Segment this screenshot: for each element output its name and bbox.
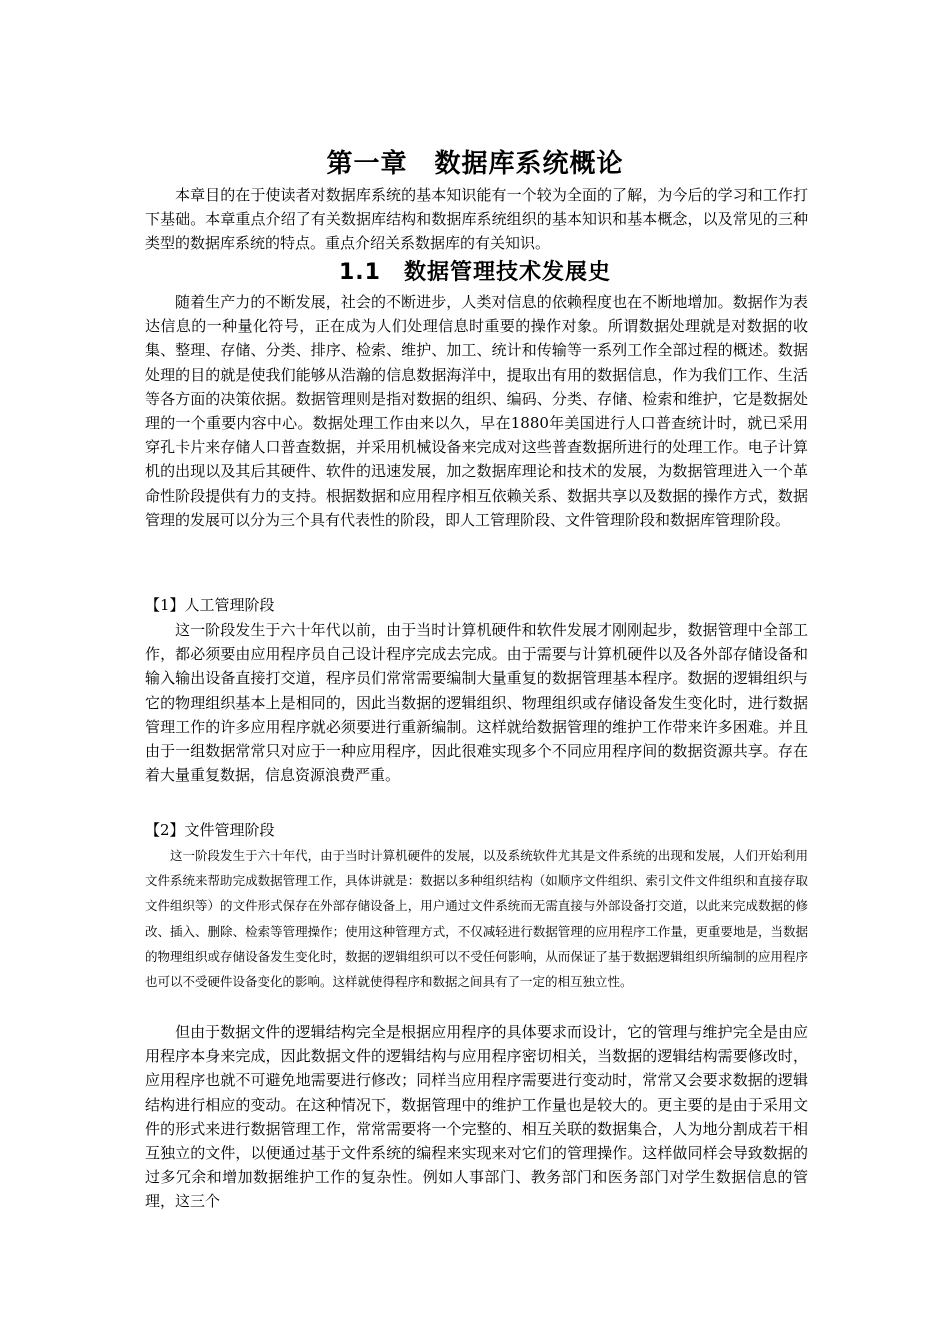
intro-paragraph: 本章目的在于使读者对数据库系统的基本知识能有一个较为全面的了解，为今后的学习和工作打下基础。本章重点介绍了有关数据库结构和数据库系统组织的基本知识和基本概念，以及常见的三种类型的数据库系统的特点。重点介绍关系数据库的有关知识。 [145,186,808,253]
stage2-paragraph: 这一阶段发生于六十年代，由于当时计算机硬件的发展，以及系统软件尤其是文件系统的出现和发展，人们开始利用文件系统来帮助完成数据管理工作，具体讲就是：数据以多种组织结构（如顺序文件组织、索引文件文件组织和直接存取文件组织等）的文件形式保存在外部存储设备上，用户通过文件系统而无需直接与外部设备打交道，以此来完成数据的修改、插入、删除、检索等管理操作；使用这种管理方式，不仅减轻进行数据管理的应用程序工作量，更重要地是，当数据的物理组织或存储设备发生变化时，数据的逻辑组织可以不受任何影响，从而保证了基于数据逻辑组织所编制的应用程序也可以不受硬件设备变化的影响。这样就使得程序和数据之间具有了一定的相互独立性。 [145,848,808,990]
stage1-paragraph: 这一阶段发生于六十年代以前，由于当时计算机硬件和软件发展才刚刚起步，数据管理中全部工作，都必须要由应用程序员自己设计程序完成去完成。由于需要与计算机硬件以及各外部存储设备和输入输出设备直接打交道，程序员们常常需要编制大量重复的数据管理基本程序。数据的逻辑组织与它的物理组织基本上是相同的，因此当数据的逻辑组织、物理组织或存储设备发生变化时，进行数据管理工作的许多应用程序就必须要进行重新编制。这样就给数据管理的维护工作带来许多困难。并且由于一组数据常常只对应于一种应用程序，因此很难实现多个不同应用程序间的数据资源共享。存在着大量重复数据，信息资源浪费严重。 [145,621,808,785]
section-paragraph: 随着生产力的不断发展，社会的不断进步，人类对信息的依赖程度也在不断地增加。数据作为表达信息的一种量化符号，正在成为人们处理信息时重要的操作对象。所谓数据处理就是对数据的收集、整理、存储、分类、排序、检索、维护、加工、统计和传输等一系列工作全部过程的概述。数据处理的目的就是使我们能够从浩瀚的信息数据海洋中，提取出有用的数据信息，作为我们工作、生活等各方面的决策依据。数据管理则是指对数据的组织、编码、分类、存储、检索和维护，它是数据处理的一个重要内容中心。数据处理工作由来以久，早在1880年美国进行人口普查统计时，就已采用穿孔卡片来存储人口普查数据，并采用机械设备来完成对这些普查数据所进行的处理工作。电子计算机的出现以及其后其硬件、软件的迅速发展，加之数据库理论和技术的发展，为数据管理进入一个革命性阶段提供有力的支持。根据数据和应用程序相互依赖关系、数据共享以及数据的操作方式，数据管理的发展可以分为三个具有代表性的阶段，即人工管理阶段、文件管理阶段和数据库管理阶段。 [145,293,808,529]
stage1-heading: 【1】人工管理阶段 [145,596,275,614]
chapter-title: 第一章 数据库系统概论 [326,149,624,179]
section-title: 1.1 数据管理技术发展史 [339,260,611,285]
stage2-paragraph-2: 但由于数据文件的逻辑结构完全是根据应用程序的具体要求而设计，它的管理与维护完全是由应用程序本身来完成，因此数据文件的逻辑结构与应用程序密切相关，当数据的逻辑结构需要修改时，应用程序也就不可避免地需要进行修改；同样当应用程序需要进行变动时，常常又会要求数据的逻辑结构进行相应的变动。在这种情况下，数据管理中的维护工作量也是较大的。更主要的是由于采用文件的形式来进行数据管理工作，常常需要将一个完整的、相互关联的数据集合，人为地分割成若干相互独立的文件，以便通过基于文件系统的编程来实现来对它们的管理操作。这样做同样会导致数据的过多冗余和增加数据维护工作的复杂性。例如人事部门、教务部门和医务部门对学生数据信息的管理，这三个 [145,1023,808,1211]
stage2-heading: 【2】文件管理阶段 [145,821,275,839]
